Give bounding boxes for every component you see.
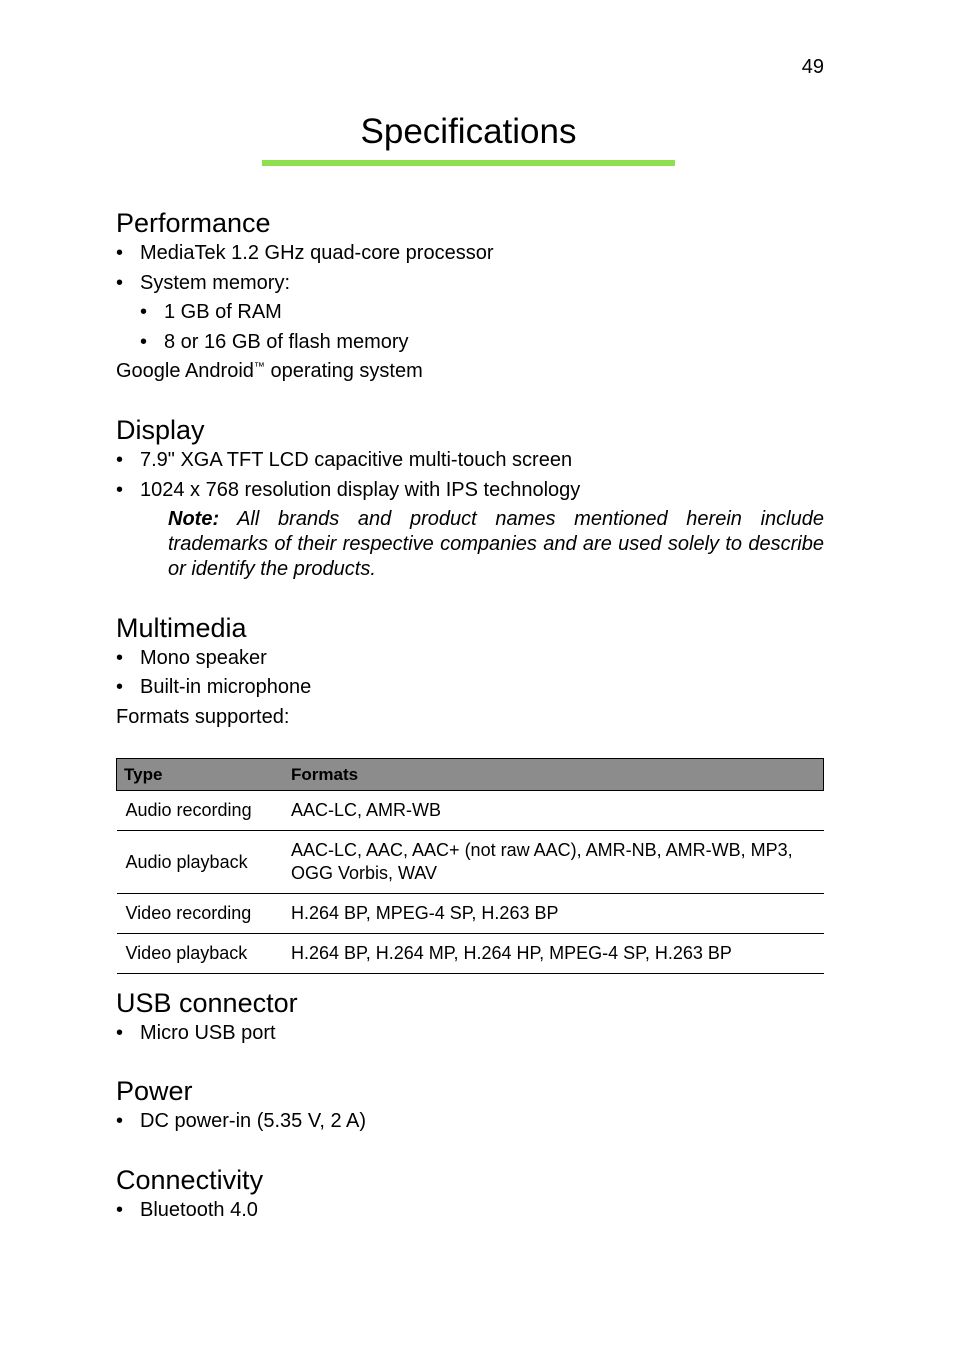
list-item: Bluetooth 4.0	[140, 1199, 258, 1221]
table-header-row	[117, 759, 824, 791]
formats-table	[116, 758, 824, 974]
bullet: •	[116, 1022, 124, 1044]
section-heading-display: Display	[116, 415, 205, 445]
page-number: 49	[801, 56, 824, 78]
section-heading-connectivity: Connectivity	[116, 1165, 264, 1195]
section-heading-performance: Performance	[116, 208, 271, 238]
trademark-symbol: ™	[253, 361, 265, 373]
table-cell-type: Audio recording	[117, 791, 285, 831]
bullet: •	[116, 242, 124, 264]
table-cell-type: Video playback	[117, 934, 285, 974]
list-item: System memory:	[140, 272, 291, 294]
bullet: •	[140, 301, 148, 323]
list-item: Built-in microphone	[140, 676, 312, 698]
note-label: Note:	[168, 508, 220, 530]
title-underline	[262, 160, 675, 166]
bullet: •	[116, 1199, 124, 1221]
bullet: •	[116, 272, 124, 294]
bullet: •	[116, 479, 124, 501]
table-row	[117, 791, 824, 831]
table-row	[117, 831, 824, 894]
note	[168, 507, 824, 582]
table-cell-formats: H.264 BP, H.264 MP, H.264 HP, MPEG-4 SP, H.263 BP	[284, 934, 824, 974]
os-name: Google Android	[116, 360, 254, 382]
table-row	[117, 894, 824, 934]
formats-label: Formats supported:	[116, 706, 290, 728]
table-cell-formats: H.264 BP, MPEG-4 SP, H.263 BP	[284, 894, 824, 934]
section-heading-power: Power	[116, 1076, 193, 1106]
bullet: •	[116, 676, 124, 698]
list-item: Mono speaker	[140, 647, 267, 669]
list-item: 1024 x 768 resolution display with IPS technology	[140, 479, 581, 501]
bullet: •	[116, 449, 124, 471]
table-row	[117, 934, 824, 974]
os-suffix: operating system	[264, 360, 423, 382]
bullet: •	[116, 1110, 124, 1132]
column-header-formats: Formats	[284, 759, 824, 791]
bullet: •	[140, 331, 148, 353]
table-cell-formats: AAC-LC, AAC, AAC+ (not raw AAC), AMR-NB, AMR-WB, MP3, OGG Vorbis, WAV	[284, 831, 824, 894]
page-title: Specifications	[360, 112, 577, 151]
list-item: 8 or 16 GB of flash memory	[164, 331, 409, 353]
list-item: DC power-in (5.35 V, 2 A)	[140, 1110, 367, 1132]
os-line	[116, 359, 423, 383]
list-item: Micro USB port	[140, 1022, 276, 1044]
bullet: •	[116, 647, 124, 669]
section-heading-multimedia: Multimedia	[116, 613, 247, 643]
list-item: MediaTek 1.2 GHz quad-core processor	[140, 242, 494, 264]
section-heading-usb-connector: USB connector	[116, 988, 298, 1018]
list-item: 7.9" XGA TFT LCD capacitive multi-touch screen	[140, 449, 573, 471]
column-header-type: Type	[117, 759, 285, 791]
table-cell-formats: AAC-LC, AMR-WB	[284, 791, 824, 831]
table-cell-type: Audio playback	[117, 831, 285, 894]
table-cell-type: Video recording	[117, 894, 285, 934]
note-text: All brands and product names mentioned herein include trademarks of their respective companies and are used solely to describe or identify the products.	[168, 508, 824, 580]
list-item: 1 GB of RAM	[164, 301, 282, 323]
